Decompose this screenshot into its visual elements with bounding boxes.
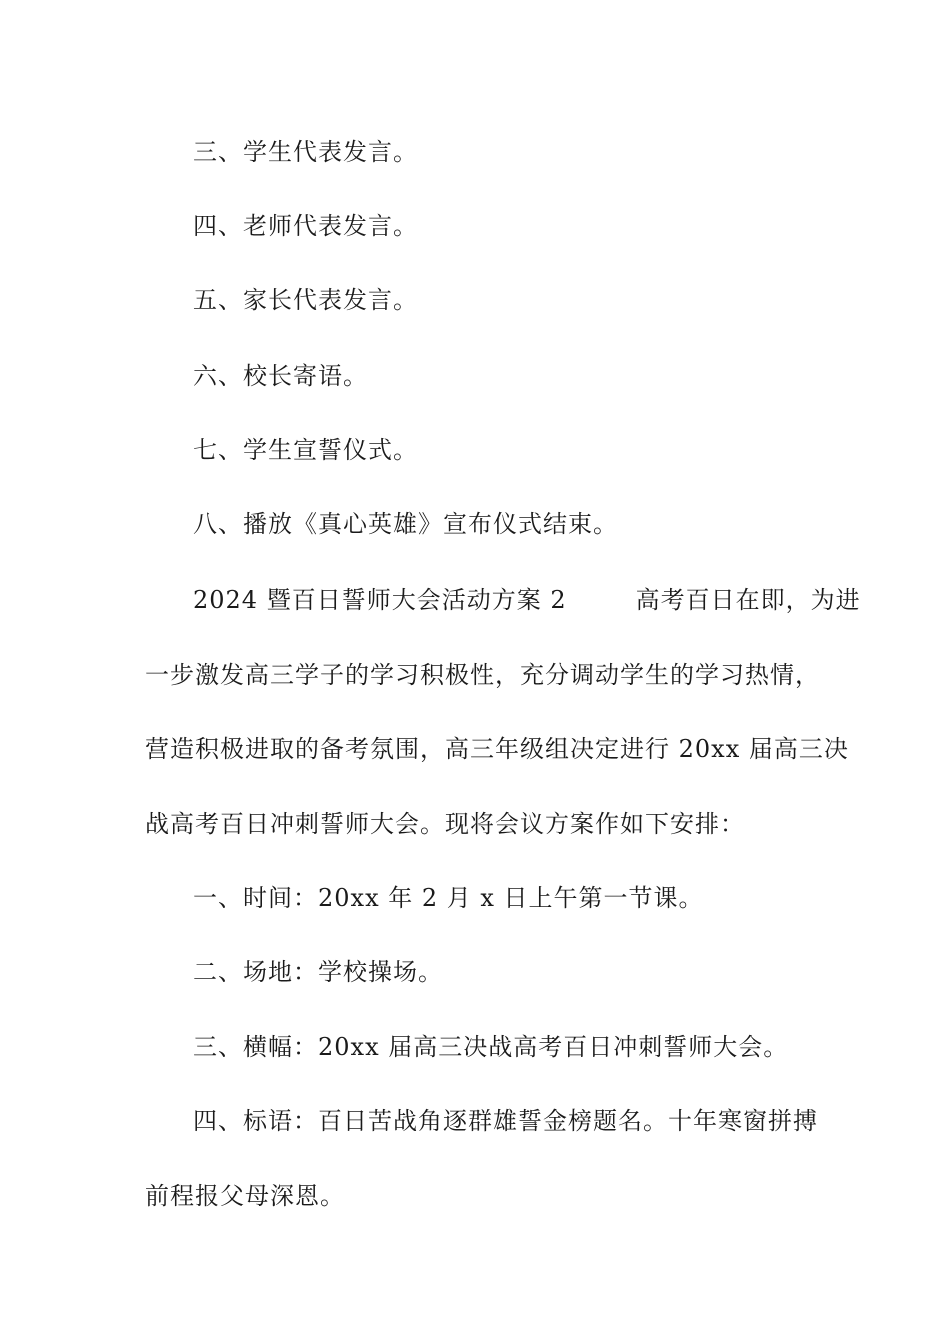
agenda-item-5: 五、家长代表发言。 <box>193 286 418 314</box>
paragraph-line: 一步激发高三学子的学习积极性，充分调动学生的学习热情， <box>145 661 820 689</box>
plan-item-slogan-continued: 前程报父母深恩。 <box>145 1182 345 1210</box>
agenda-item-7: 七、学生宣誓仪式。 <box>193 436 418 464</box>
paragraph-line: 2024 暨百日誓师大会活动方案 2 高考百日在即，为进 <box>193 586 861 614</box>
plan-item-banner: 三、横幅：20xx 届高三决战高考百日冲刺誓师大会。 <box>193 1033 789 1061</box>
agenda-item-4: 四、老师代表发言。 <box>193 212 418 240</box>
plan-item-time: 一、时间：20xx 年 2 月 x 日上午第一节课。 <box>193 884 704 912</box>
agenda-item-8: 八、播放《真心英雄》宣布仪式结束。 <box>193 510 618 538</box>
paragraph-line: 战高考百日冲刺誓师大会。现将会议方案作如下安排： <box>145 810 745 838</box>
plan-item-slogan: 四、标语：百日苦战角逐群雄誓金榜题名。十年寒窗拼搏 <box>193 1107 818 1135</box>
plan-item-venue: 二、场地：学校操场。 <box>193 958 443 986</box>
paragraph-line: 营造积极进取的备考氛围，高三年级组决定进行 20xx 届高三决 <box>145 735 849 763</box>
agenda-item-6: 六、校长寄语。 <box>193 362 368 390</box>
agenda-item-3: 三、学生代表发言。 <box>193 138 418 166</box>
